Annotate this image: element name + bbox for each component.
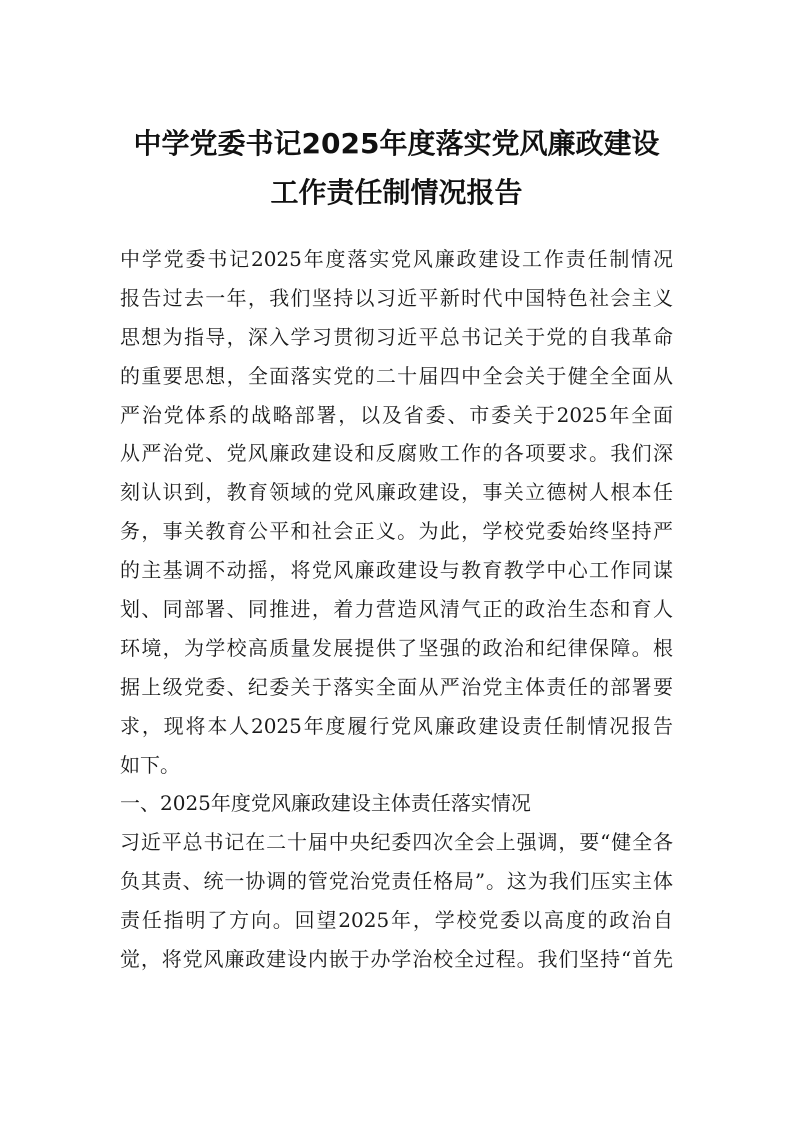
- body-line: 习近平总书记在二十届中央纪委四次全会上强调，要“健全各: [120, 830, 673, 855]
- document-title-line-2: 工作责任制情况报告: [270, 176, 523, 209]
- section-heading: 一、2025年度党风廉政建设主体责任落实情况: [120, 791, 531, 816]
- body-line: 责任指明了方向。回望2025年，学校党委以高度的政治自: [120, 908, 673, 933]
- body-line: 求，现将本人2025年度履行党风廉政建设责任制情况报告: [120, 713, 673, 738]
- document-title-line-1: 中学党委书记2025年度落实党风廉政建设: [133, 127, 660, 160]
- body-line: 的重要思想，全面落实党的二十届四中全会关于健全全面从: [120, 363, 673, 388]
- body-line: 如下。: [120, 752, 180, 777]
- document-body: [120, 240, 673, 979]
- body-line: 思想为指导，深入学习贯彻习近平总书记关于党的自我革命: [120, 324, 673, 349]
- body-line: 的主基调不动摇，将党风廉政建设与教育教学中心工作同谋: [120, 558, 673, 583]
- body-line: 务，事关教育公平和社会正义。为此，学校党委始终坚持严: [120, 519, 673, 544]
- body-line: 环境，为学校高质量发展提供了坚强的政治和纪律保障。根: [120, 635, 673, 660]
- body-line: 从严治党、党风廉政建设和反腐败工作的各项要求。我们深: [120, 441, 673, 466]
- body-line: 据上级党委、纪委关于落实全面从严治党主体责任的部署要: [120, 674, 673, 699]
- body-line: 刻认识到，教育领域的党风廉政建设，事关立德树人根本任: [120, 480, 673, 505]
- body-line: 觉，将党风廉政建设内嵌于办学治校全过程。我们坚持“首先: [120, 947, 673, 972]
- body-line: 严治党体系的战略部署，以及省委、市委关于2025年全面: [120, 402, 673, 427]
- body-line: 中学党委书记2025年度落实党风廉政建设工作责任制情况: [120, 247, 673, 271]
- body-line: 负其责、统一协调的管党治党责任格局”。这为我们压实主体: [120, 869, 673, 894]
- body-line: 划、同部署、同推进，着力营造风清气正的政治生态和育人: [120, 597, 673, 622]
- body-line: 报告过去一年，我们坚持以习近平新时代中国特色社会主义: [120, 285, 673, 310]
